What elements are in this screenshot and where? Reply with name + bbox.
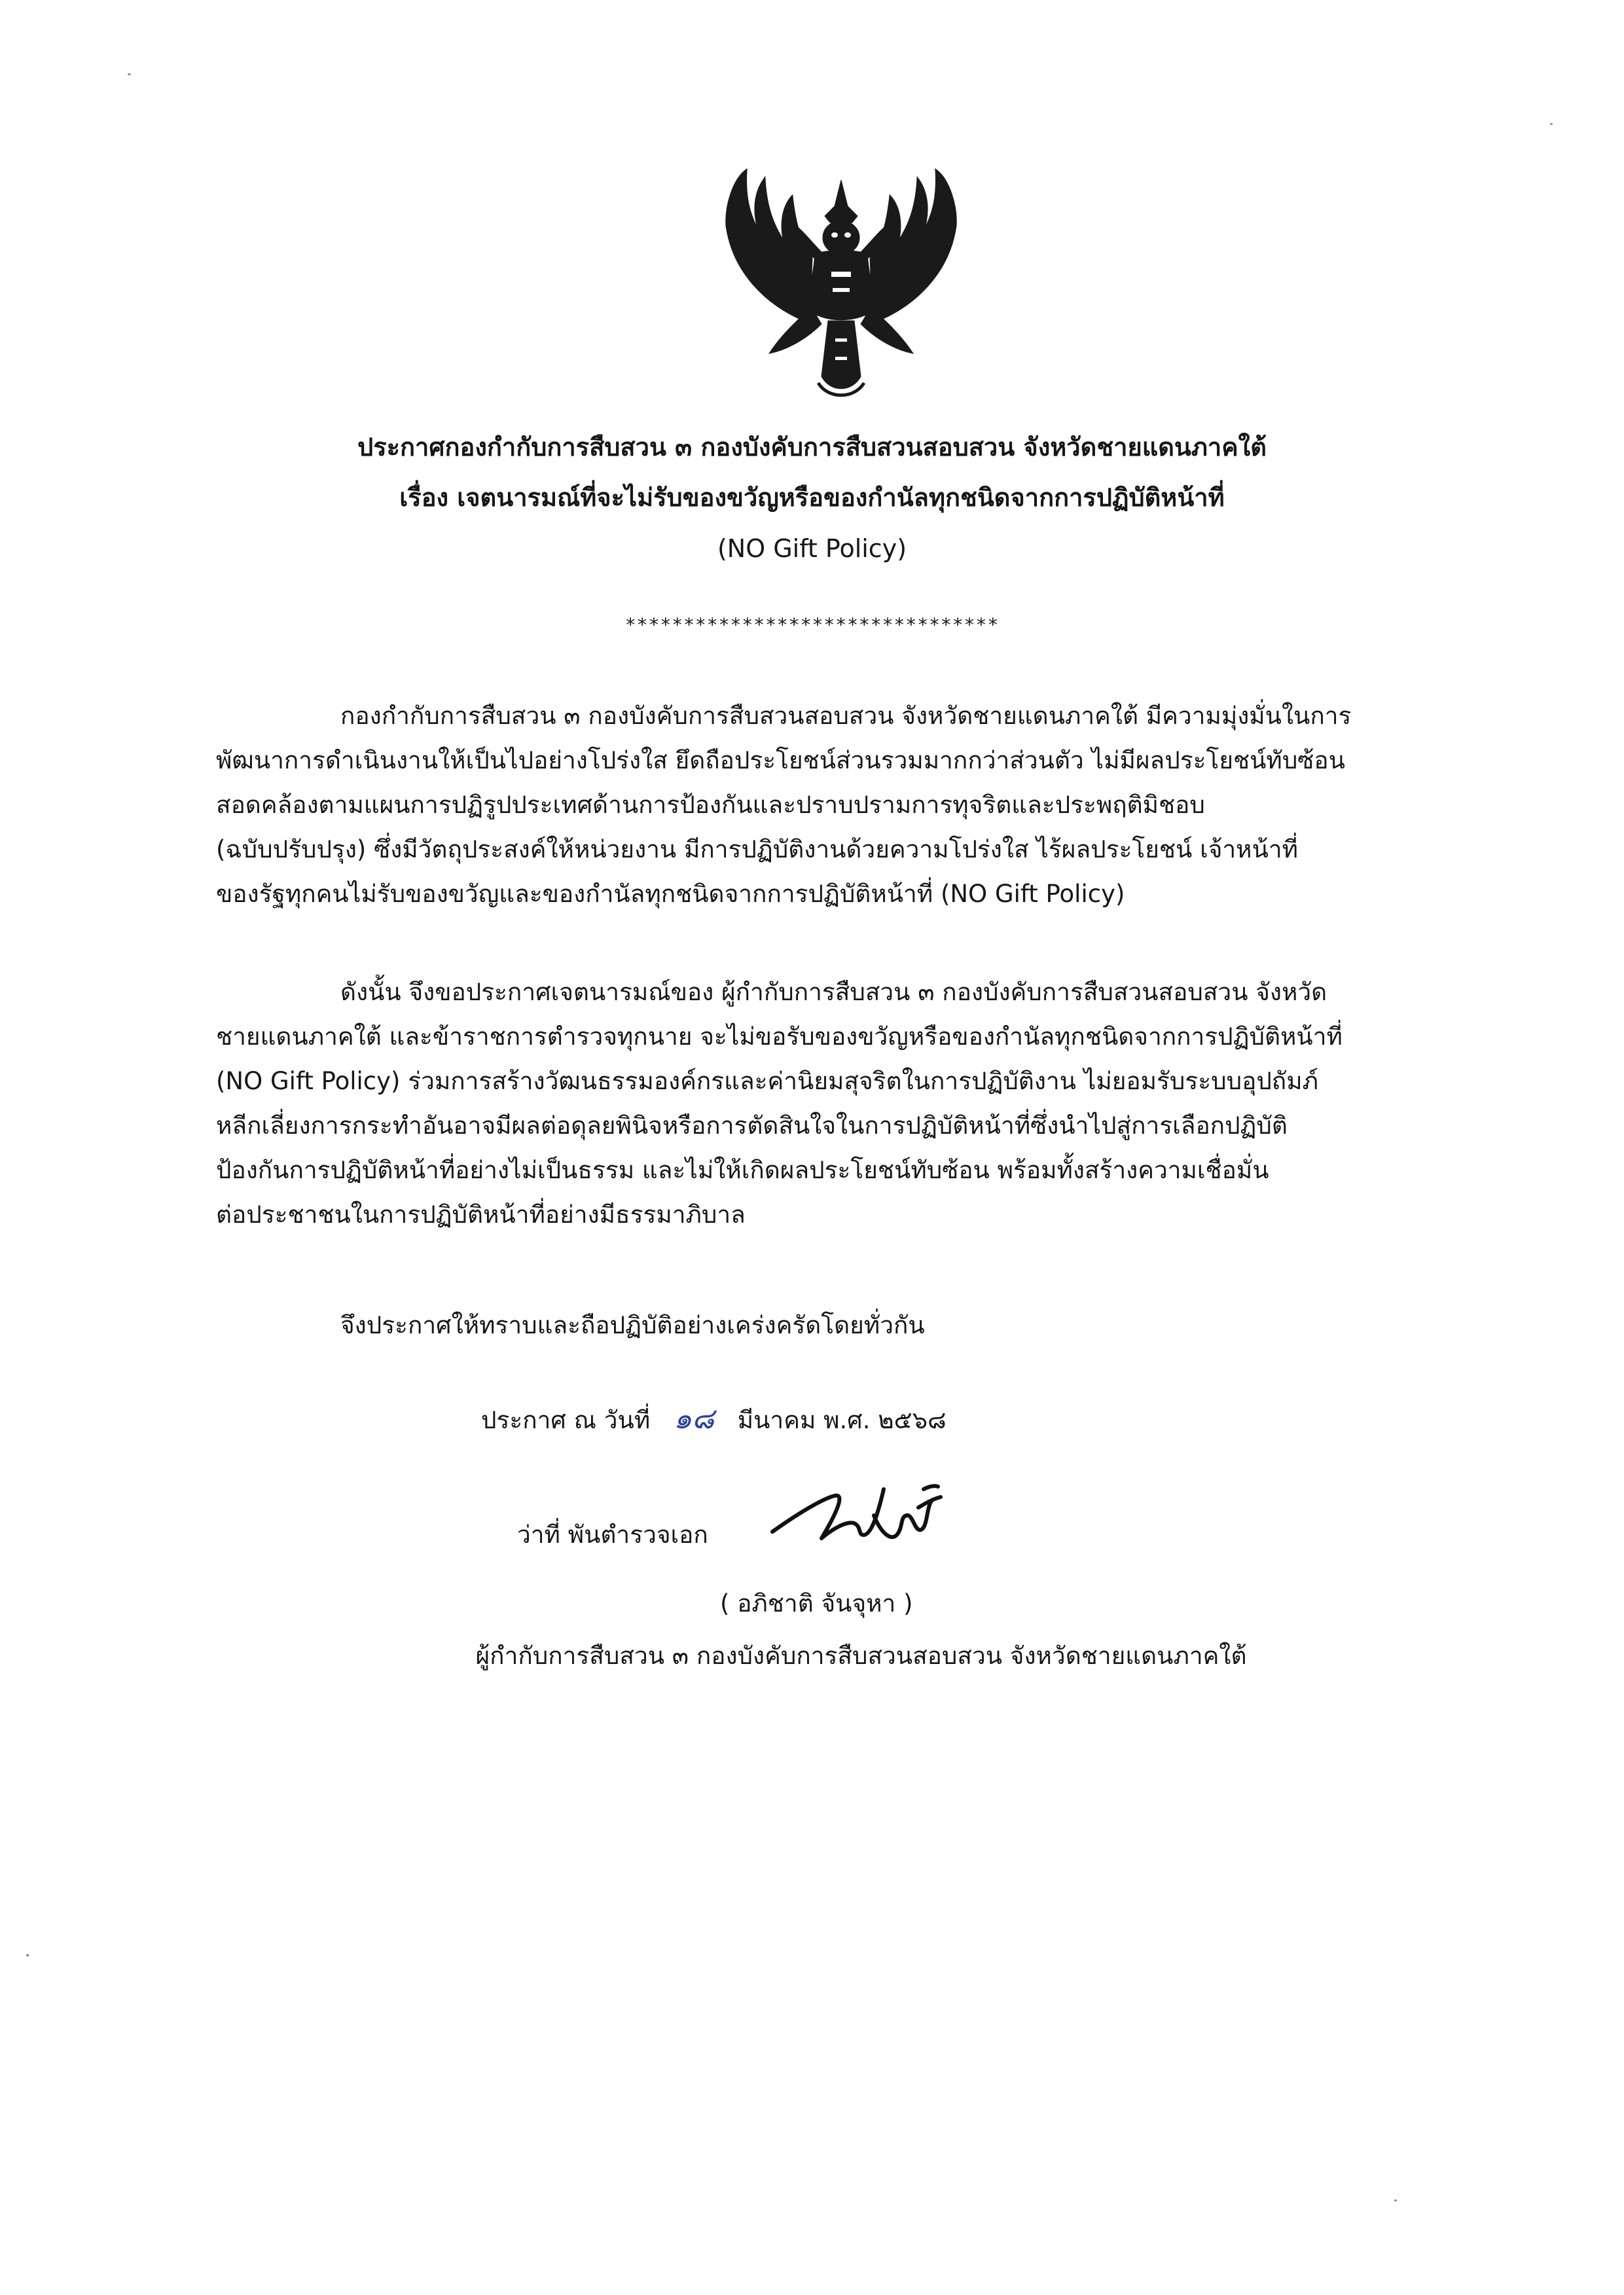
scan-speck: [128, 73, 131, 75]
date-month-year: มีนาคม พ.ศ. ๒๕๖๘: [737, 1406, 947, 1434]
paragraph-line: หลีกเลี่ยงการกระทำอันอาจมีผลต่อดุลยพินิจหรือการตัดสินใจในการปฏิบัติหน้าที่ซึ่งนำไปสู่การเลือกปฏิบัติ: [216, 1111, 1288, 1140]
signer-position: ผู้กำกับการสืบสวน ๓ กองบังคับการสืบสวนสอบสวน จังหวัดชายแดนภาคใต้: [475, 1642, 1247, 1670]
scan-speck: [26, 1954, 29, 1957]
paragraph-line: สอดคล้องตามแผนการปฏิรูปประเทศด้านการป้องกันและปราบปรามการทุจริตและประพฤติมิชอบ: [216, 791, 1205, 819]
paragraph-line: ต่อประชาชนในการปฏิบัติหน้าที่อย่างมีธรรมาภิบาล: [216, 1201, 746, 1229]
scan-speck: [1550, 123, 1553, 125]
paragraph-line: ป้องกันการปฏิบัติหน้าที่อย่างไม่เป็นธรรม และไม่ให้เกิดผลประโยชน์ทับซ้อน พร้อมทั้งสร้างความเชื่อมั่น: [216, 1156, 1269, 1184]
paragraph-line: (NO Gift Policy) ร่วมการสร้างวัฒนธรรมองค์กรและค่านิยมสุจริตในการปฏิบัติงาน ไม่ยอมรับระบบอุปถัมภ์: [216, 1067, 1318, 1095]
separator-stars: ********************************: [624, 614, 1000, 636]
date-day-handwritten: ๑๘: [674, 1402, 714, 1436]
date-prefix: ประกาศ ณ วันที่: [481, 1406, 651, 1434]
paragraph-line: ชายแดนภาคใต้ และข้าราชการตำรวจทุกนาย จะไม่ขอรับของขวัญหรือของกำนัลทุกชนิดจากการปฏิบัติหน้าที่: [216, 1022, 1343, 1051]
signer-rank: ว่าที่ พันตำรวจเอก: [517, 1521, 708, 1549]
signer-name: ( อภิชาติ จันจุหา ): [720, 1589, 913, 1617]
body-paragraph-1: [216, 694, 1473, 916]
paragraph-line: (ฉบับปรับปรุง) ซึ่งมีวัตถุประสงค์ให้หน่วยงาน มีการปฏิบัติงานด้วยความโปร่งใส ไร้ผลประโยชน์ เจ้าหน้าที่: [216, 835, 1299, 863]
garuda-emblem-icon: [707, 167, 975, 403]
handwritten-signature-icon: [769, 1470, 965, 1561]
paragraph-line: ของรัฐทุกคนไม่รับของขวัญและของกำนัลทุกชนิดจากการปฏิบัติหน้าที่ (NO Gift Policy): [216, 880, 1125, 908]
paragraph-line: กองกำกับการสืบสวน ๓ กองบังคับการสืบสวนสอบสวน จังหวัดชายแดนภาคใต้ มีความมุ่งมั่นในการ: [340, 702, 1352, 730]
paragraph-line: ดังนั้น จึงขอประกาศเจตนารมณ์ของ ผู้กำกับการสืบสวน ๓ กองบังคับการสืบสวนสอบสวน จังหวัด: [340, 978, 1327, 1006]
paragraph-line: พัฒนาการดำเนินงานให้เป็นไปอย่างโปร่งใส ยึดถือประโยชน์ส่วนรวมมากกว่าส่วนตัว ไม่มีผลประโยชน์ทับซ้อน: [216, 746, 1345, 774]
closing-statement: จึงประกาศให้ทราบและถือปฏิบัติอย่างเคร่งครัดโดยทั่วกัน: [340, 1311, 925, 1339]
policy-subtitle: (NO Gift Policy): [717, 534, 907, 563]
announcement-date: [481, 1400, 947, 1440]
body-paragraph-2: [216, 970, 1473, 1237]
document-title-line-2: เรื่อง เจตนารมณ์ที่จะไม่รับของขวัญหรือของกำนัลทุกชนิดจากการปฏิบัติหน้าที่: [399, 483, 1225, 512]
document-title-line-1: ประกาศกองกำกับการสืบสวน ๓ กองบังคับการสืบสวนสอบสวน จังหวัดชายแดนภาคใต้: [357, 433, 1267, 461]
scan-speck: [1394, 2199, 1397, 2201]
